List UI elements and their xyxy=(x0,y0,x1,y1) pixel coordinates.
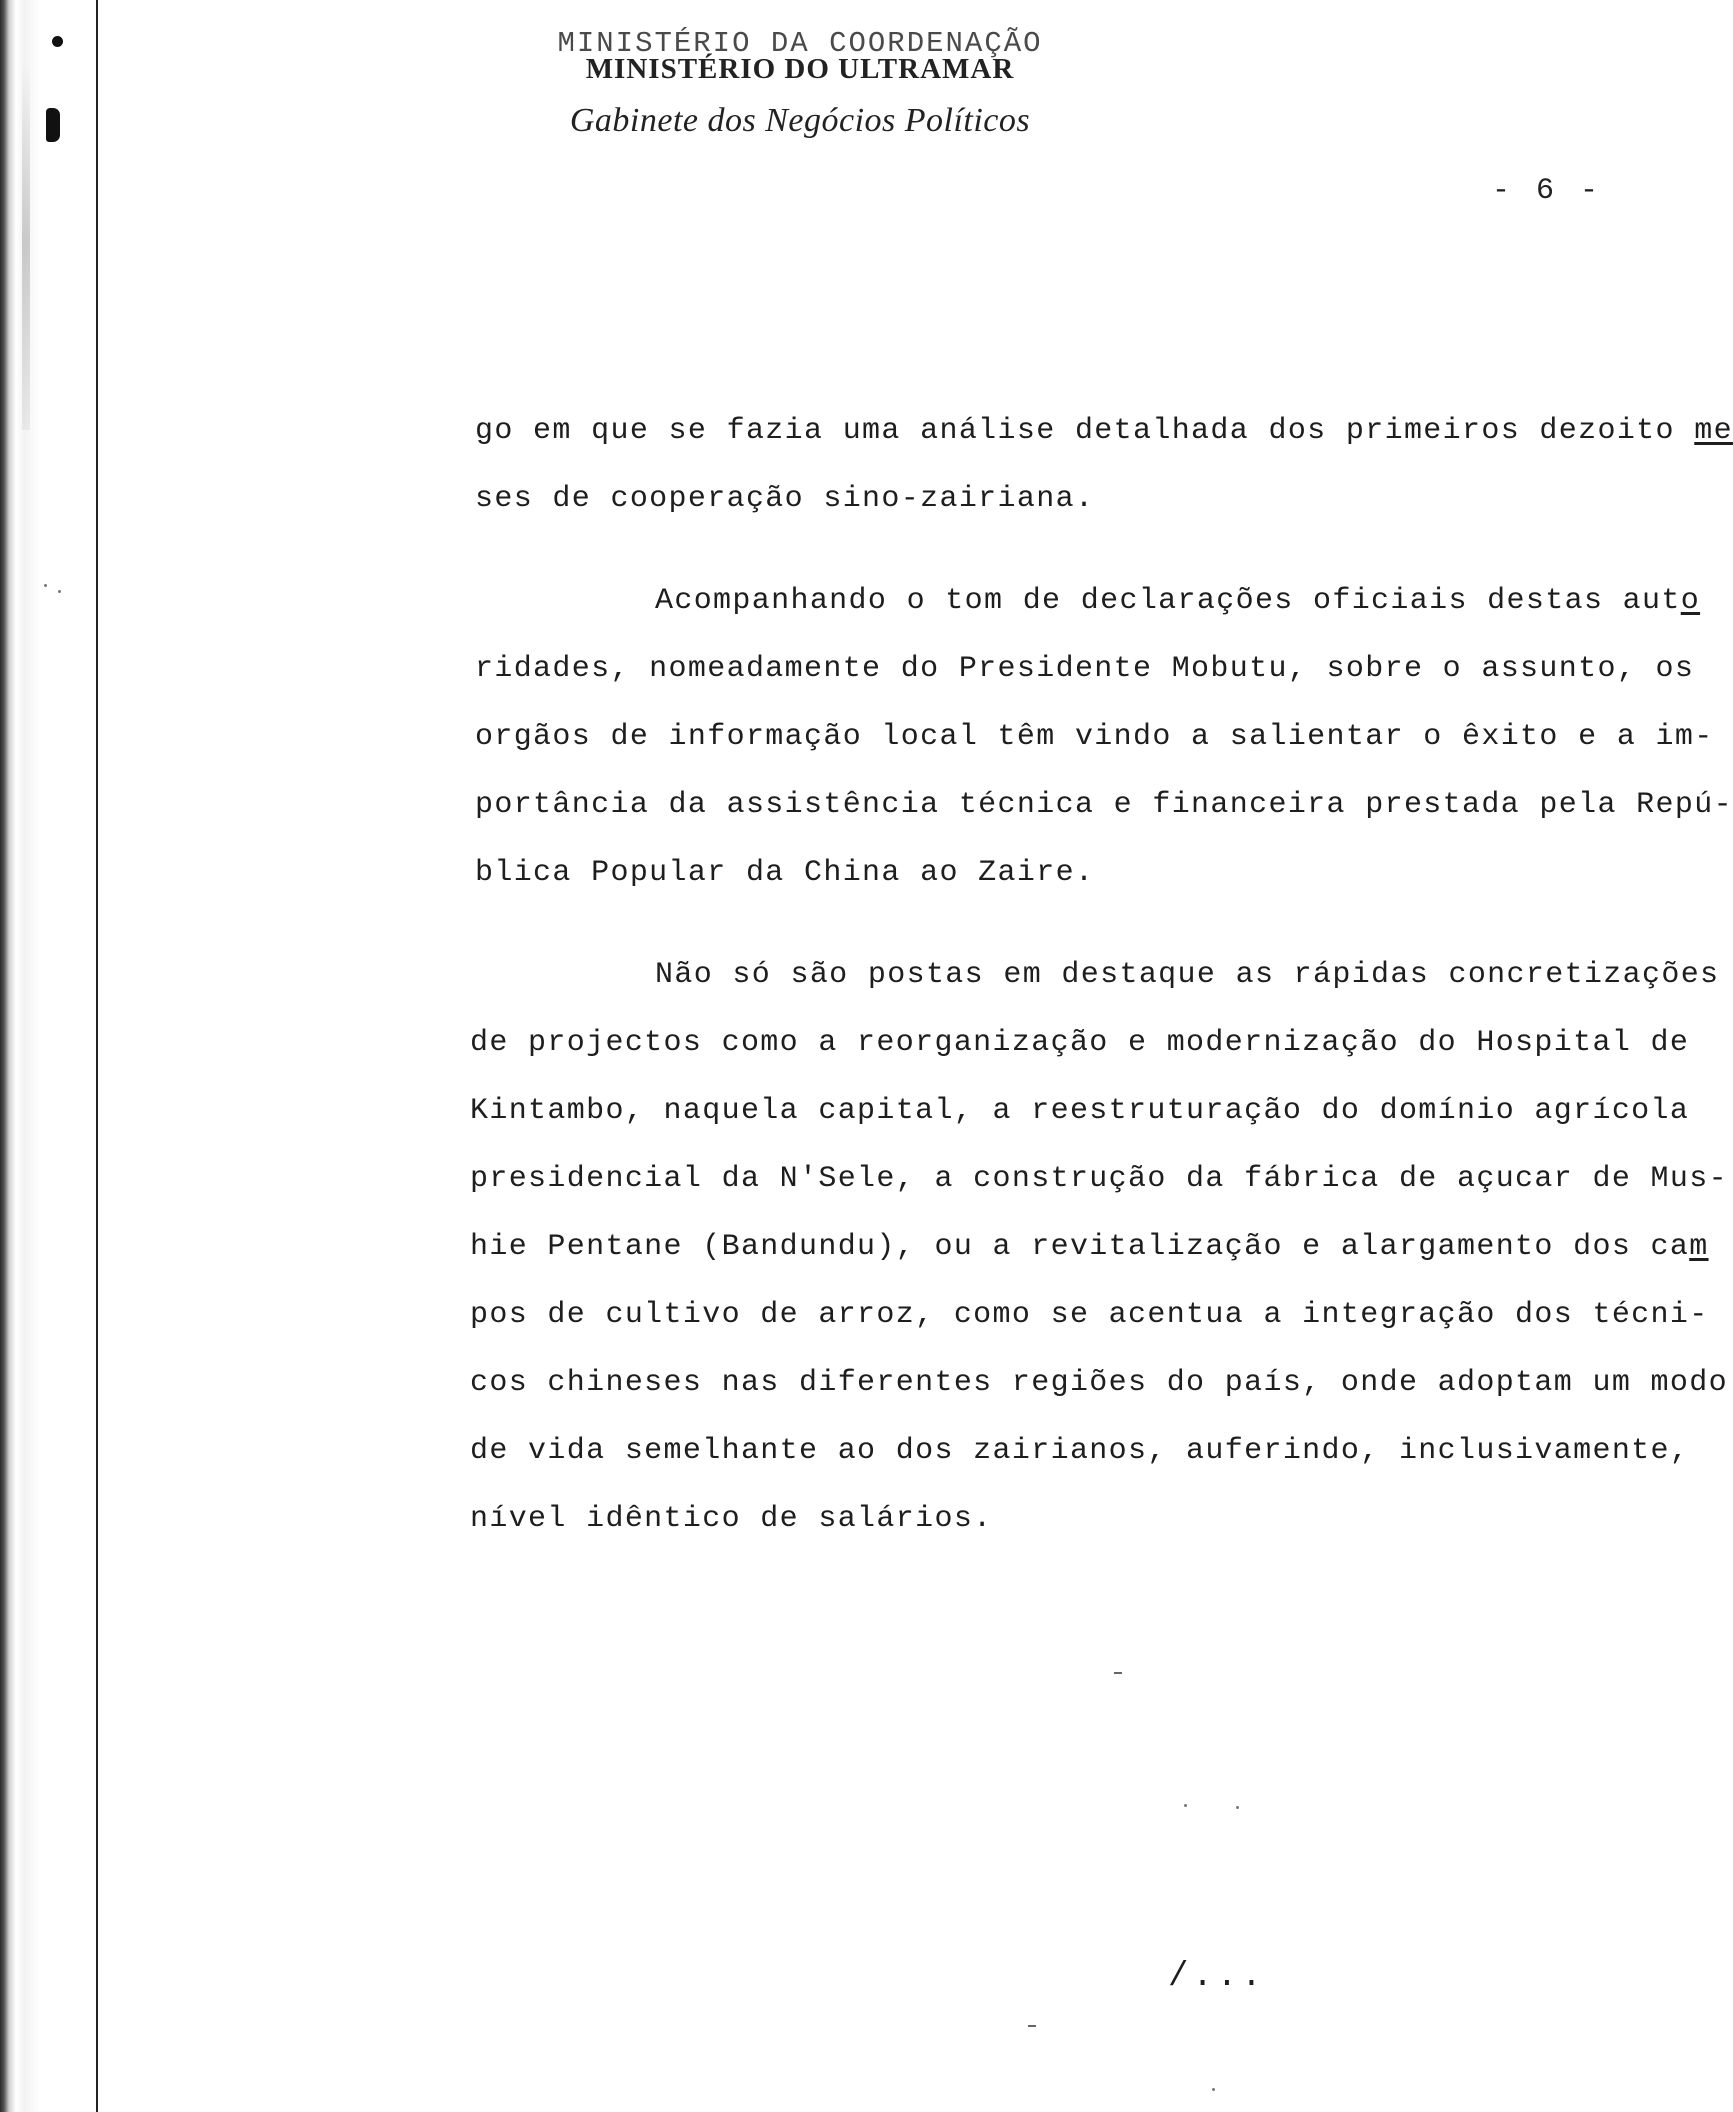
scan-speck xyxy=(1028,2025,1036,2027)
letterhead xyxy=(500,28,1100,140)
body-line: ses de cooperação sino-zairiana. xyxy=(475,482,1095,516)
body-line: Não só são postas em destaque as rápidas concretizações xyxy=(655,958,1720,992)
body-line: de projectos como a reorganização e modernização do Hospital de xyxy=(470,1026,1690,1060)
scan-speck xyxy=(1114,1672,1122,1674)
margin-rule xyxy=(96,0,98,2112)
body-line: cos chineses nas diferentes regiões do país, onde adoptam um modo xyxy=(470,1366,1728,1400)
body-line: presidencial da N'Sele, a construção da fábrica de açucar de Mus- xyxy=(470,1162,1728,1196)
body-line: blica Popular da China ao Zaire. xyxy=(475,856,1095,890)
body-text: hie Pentane (Bandundu), ou a revitalização e alargamento dos ca xyxy=(470,1230,1690,1264)
body-line: Kintambo, naquela capital, a reestruturação do domínio agrícola xyxy=(470,1094,1690,1128)
body-text: Acompanhando o tom de declarações oficiais destas aut xyxy=(655,584,1681,618)
body-line xyxy=(475,414,1733,448)
scan-speck xyxy=(1236,1806,1239,1809)
hyphen-split-underlined: me xyxy=(1694,414,1733,448)
binding-clip-mark xyxy=(46,108,60,142)
scan-speck xyxy=(44,584,47,587)
page-number: - 6 - xyxy=(1492,174,1603,208)
letterhead-ministry-coordination: MINISTÉRIO DA COORDENAÇÃO xyxy=(557,27,1043,60)
scan-streak xyxy=(22,60,30,430)
scan-speck xyxy=(58,590,61,593)
body-line: ridades, nomeadamente do Presidente Mobutu, sobre o assunto, os xyxy=(475,652,1695,686)
hyphen-split-underlined: o xyxy=(1680,584,1701,618)
body-line: pos de cultivo de arroz, como se acentua a integração dos técni- xyxy=(470,1298,1709,1332)
body-line xyxy=(470,1230,1709,1264)
scan-binding-edge xyxy=(0,0,40,2112)
scan-speck xyxy=(1184,1804,1187,1807)
binding-hole-mark xyxy=(52,36,63,47)
body-text: go em que se fazia uma análise detalhada dos primeiros dezoito xyxy=(475,414,1695,448)
scan-speck xyxy=(1212,2088,1215,2091)
body-line: nível idêntico de salários. xyxy=(470,1502,993,1536)
body-line xyxy=(655,584,1700,618)
body-line: portância da assistência técnica e financeira prestada pela Repú- xyxy=(475,788,1733,822)
hyphen-split-underlined: m xyxy=(1689,1230,1709,1264)
body-line: de vida semelhante ao dos zairianos, auferindo, inclusivamente, xyxy=(470,1434,1690,1468)
body-line: orgãos de informação local têm vindo a salientar o êxito e a im- xyxy=(475,720,1714,754)
continuation-mark: /... xyxy=(1168,1958,1266,1996)
letterhead-cabinet: Gabinete dos Negócios Políticos xyxy=(569,102,1031,139)
letterhead-ministry-overseas: MINISTÉRIO DO ULTRAMAR xyxy=(585,53,1015,85)
